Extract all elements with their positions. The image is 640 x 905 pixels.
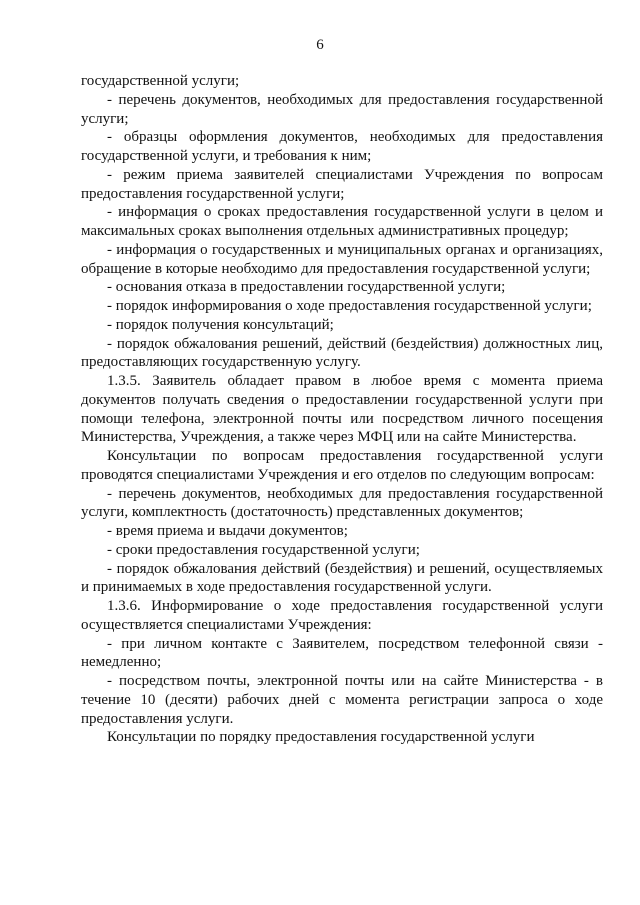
paragraph: 1.3.6. Информирование о ходе предоставления государственной услуги осуществляется специалистами Учреждения: (81, 598, 603, 633)
paragraph: - порядок информирования о ходе предоставления государственной услуги; (107, 298, 592, 314)
paragraph: Консультации по вопросам предоставления государственной услуги проводятся специалистами Учреждения и его отделов по следующим вопросам: (81, 448, 603, 483)
paragraph: - сроки предоставления государственной услуги; (107, 541, 420, 558)
document-body (81, 72, 603, 747)
paragraph: 1.3.5. Заявитель обладает правом в любое время с момента приема документов получать сведения о предоставлении государственной услуги при помощи телефона, электронной почты или посредством личного посещения Министерства, Учреждения, а также через МФЦ или на сайте Министерства. (81, 373, 603, 446)
paragraph: - порядок получения консультаций; (107, 316, 334, 333)
paragraph: государственной услуги; (81, 73, 240, 89)
paragraph: - порядок обжалования решений, действий (бездействия) должностных лиц, предоставляющих государственную услугу. (81, 335, 603, 371)
paragraph: - при личном контакте с Заявителем, посредством телефонной связи - немедленно; (81, 635, 603, 671)
paragraph: - информация о государственных и муниципальных органах и организациях, обращение в которые необходимо для предоставления государственной услуги; (81, 241, 603, 277)
paragraph: - перечень документов, необходимых для предоставления государственной услуги; (81, 91, 603, 127)
page-number: 6 (316, 37, 324, 53)
paragraph: - информация о сроках предоставления государственной услуги в целом и максимальных сроках выполнения отдельных административных процедур; (81, 204, 603, 239)
paragraph: - посредством почты, электронной почты или на сайте Министерства - в течение 10 (десяти) рабочих дней с момента регистрации запроса о ходе предоставления услуги. (81, 673, 603, 727)
paragraph: - основания отказа в предоставлении государственной услуги; (107, 279, 506, 296)
paragraph: - порядок обжалования действий (бездействия) и решений, осуществляемых и принимаемых в ходе предоставления государственной услуги. (81, 560, 603, 596)
paragraph: - образцы оформления документов, необходимых для предоставления государственной услуги, и требования к ним; (81, 129, 603, 164)
paragraph: - время приема и выдачи документов; (107, 523, 348, 539)
paragraph: Консультации по порядку предоставления государственной услуги (107, 729, 535, 746)
paragraph: - перечень документов, необходимых для предоставления государственной услуги, комплектность (достаточность) представленных документов; (81, 485, 603, 521)
paragraph: - режим приема заявителей специалистами Учреждения по вопросам предоставления государственной услуги; (81, 166, 603, 202)
